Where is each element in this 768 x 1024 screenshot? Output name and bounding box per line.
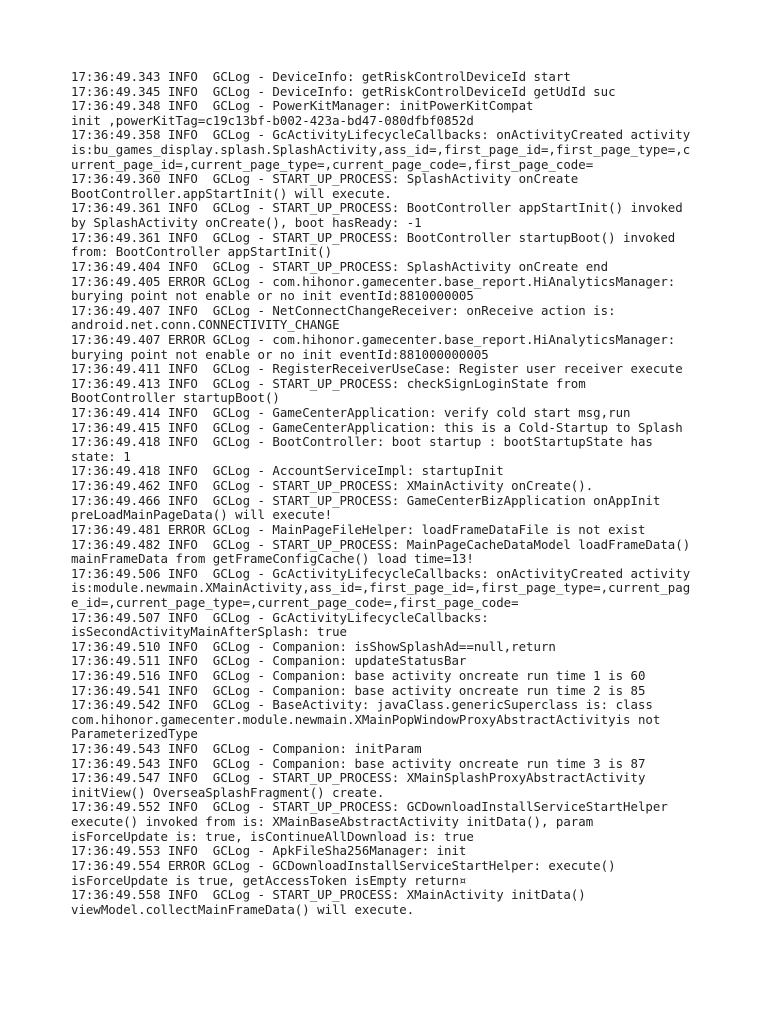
- log-line: 17:36:49.510 INFO GCLog - Companion: isShowSplashAd==null,return: [71, 638, 556, 654]
- log-line: is:bu_games_display.splash.SplashActivity,ass_id=,first_page_id=,first_page_type=,c: [71, 142, 691, 158]
- log-line: 17:36:49.553 INFO GCLog - ApkFileSha256Manager: init: [71, 843, 467, 859]
- log-line: 17:36:49.482 INFO GCLog - START_UP_PROCESS: MainPageCacheDataModel loadFrameData(): [71, 536, 691, 552]
- log-line: 17:36:49.542 INFO GCLog - BaseActivity: javaClass.genericSuperclass is: class: [71, 697, 653, 713]
- log-line: preLoadMainPageData() will execute!: [71, 507, 333, 523]
- log-line: 17:36:49.516 INFO GCLog - Companion: base activity oncreate run time 1 is 60: [71, 667, 646, 683]
- log-line: 17:36:49.348 INFO GCLog - PowerKitManager: initPowerKitCompat: [71, 98, 534, 114]
- log-line: init ,powerKitTag=c19c13bf-b002-423a-bd47-080dfbf0852d: [71, 112, 474, 128]
- log-line: 17:36:49.404 INFO GCLog - START_UP_PROCESS: SplashActivity onCreate end: [71, 258, 609, 274]
- log-line: 17:36:49.543 INFO GCLog - Companion: initParam: [71, 741, 422, 757]
- log-line: com.hihonor.gamecenter.module.newmain.XMainPopWindowProxyAbstractActivityis not: [71, 711, 661, 727]
- log-line: 17:36:49.506 INFO GCLog - GcActivityLifecycleCallbacks: onActivityCreated activity: [71, 565, 691, 581]
- log-line: 17:36:49.511 INFO GCLog - Companion: updateStatusBar: [71, 653, 467, 669]
- log-line: initView() OverseaSplashFragment() create.: [71, 784, 385, 800]
- log-line: 17:36:49.466 INFO GCLog - START_UP_PROCESS: GameCenterBizApplication onAppInit: [71, 492, 661, 508]
- log-line: ParameterizedType: [71, 726, 198, 742]
- log-line: 17:36:49.418 INFO GCLog - BootController: boot startup : bootStartupState has: [71, 434, 653, 450]
- log-line: 17:36:49.481 ERROR GCLog - MainPageFileHelper: loadFrameDataFile is not exist: [71, 521, 646, 537]
- log-line: mainFrameData from getFrameConfigCache() load time=13!: [71, 551, 474, 567]
- log-line: 17:36:49.541 INFO GCLog - Companion: base activity oncreate run time 2 is 85: [71, 682, 646, 698]
- log-line: isSecondActivityMainAfterSplash: true: [71, 624, 348, 640]
- log-line: 17:36:49.415 INFO GCLog - GameCenterApplication: this is a Cold-Startup to Splash: [71, 419, 683, 435]
- log-line: 17:36:49.343 INFO GCLog - DeviceInfo: getRiskControlDeviceId start: [71, 69, 571, 84]
- log-line: 17:36:49.413 INFO GCLog - START_UP_PROCESS: checkSignLoginState from: [71, 375, 586, 391]
- log-line: 17:36:49.543 INFO GCLog - Companion: base activity oncreate run time 3 is 87: [71, 755, 646, 771]
- log-line: BootController startupBoot(): [71, 390, 280, 406]
- log-line: 17:36:49.358 INFO GCLog - GcActivityLifecycleCallbacks: onActivityCreated activity: [71, 127, 691, 143]
- log-line: 17:36:49.558 INFO GCLog - START_UP_PROCESS: XMainActivity initData(): [71, 887, 586, 903]
- log-line: 17:36:49.462 INFO GCLog - START_UP_PROCESS: XMainActivity onCreate().: [71, 478, 594, 494]
- log-line: burying point not enable or no init eventId:8810000005: [71, 288, 474, 304]
- log-line: 17:36:49.407 INFO GCLog - NetConnectChangeReceiver: onReceive action is:: [71, 302, 616, 318]
- log-line: BootController.appStartInit() will execute.: [71, 185, 392, 201]
- log-line: android.net.conn.CONNECTIVITY_CHANGE: [71, 317, 340, 333]
- log-line: 17:36:49.547 INFO GCLog - START_UP_PROCESS: XMainSplashProxyAbstractActivity: [71, 770, 646, 786]
- log-line: is:module.newmain.XMainActivity,ass_id=,first_page_id=,first_page_type=,current_pag: [71, 580, 691, 596]
- log-line: 17:36:49.418 INFO GCLog - AccountServiceImpl: startupInit: [71, 463, 504, 479]
- log-line: viewModel.collectMainFrameData() will execute.: [71, 901, 415, 917]
- log-line: isForceUpdate is true, getAccessToken isEmpty return¤: [71, 872, 467, 888]
- log-line: state: 1: [71, 448, 131, 464]
- log-line: urrent_page_id=,current_page_type=,current_page_code=,first_page_code=: [71, 156, 594, 172]
- log-line: isForceUpdate is: true, isContinueAllDownload is: true: [71, 828, 474, 844]
- log-line: by SplashActivity onCreate(), boot hasReady: -1: [71, 215, 422, 231]
- log-line: from: BootController appStartInit(): [71, 244, 333, 260]
- log-line: 17:36:49.554 ERROR GCLog - GCDownloadInstallServiceStartHelper: execute(): [71, 857, 616, 873]
- log-line: 17:36:49.411 INFO GCLog - RegisterReceiverUseCase: Register user receiver execute: [71, 361, 683, 377]
- log-line: e_id=,current_page_type=,current_page_code=,first_page_code=: [71, 594, 519, 610]
- log-line: 17:36:49.507 INFO GCLog - GcActivityLifecycleCallbacks:: [71, 609, 489, 625]
- log-line: 17:36:49.361 INFO GCLog - START_UP_PROCESS: BootController appStartInit() invoked: [71, 200, 683, 216]
- log-line: 17:36:49.552 INFO GCLog - START_UP_PROCESS: GCDownloadInstallServiceStartHelper: [71, 799, 668, 815]
- log-line: 17:36:49.360 INFO GCLog - START_UP_PROCESS: SplashActivity onCreate: [71, 171, 579, 187]
- log-line: execute() invoked from is: XMainBaseAbstractActivity initData(), param: [71, 814, 594, 830]
- log-line: 17:36:49.414 INFO GCLog - GameCenterApplication: verify cold start msg,run: [71, 405, 631, 421]
- log-line: 17:36:49.345 INFO GCLog - DeviceInfo: getRiskControlDeviceId getUdId suc: [71, 83, 616, 99]
- log-line: 17:36:49.407 ERROR GCLog - com.hihonor.gamecenter.base_report.HiAnalyticsManager:: [71, 331, 676, 347]
- log-line: burying point not enable or no init eventId:881000000005: [71, 346, 489, 362]
- log-text: [71, 70, 731, 917]
- log-line: 17:36:49.361 INFO GCLog - START_UP_PROCESS: BootController startupBoot() invoked: [71, 229, 676, 245]
- log-line: 17:36:49.405 ERROR GCLog - com.hihonor.gamecenter.base_report.HiAnalyticsManager:: [71, 273, 676, 289]
